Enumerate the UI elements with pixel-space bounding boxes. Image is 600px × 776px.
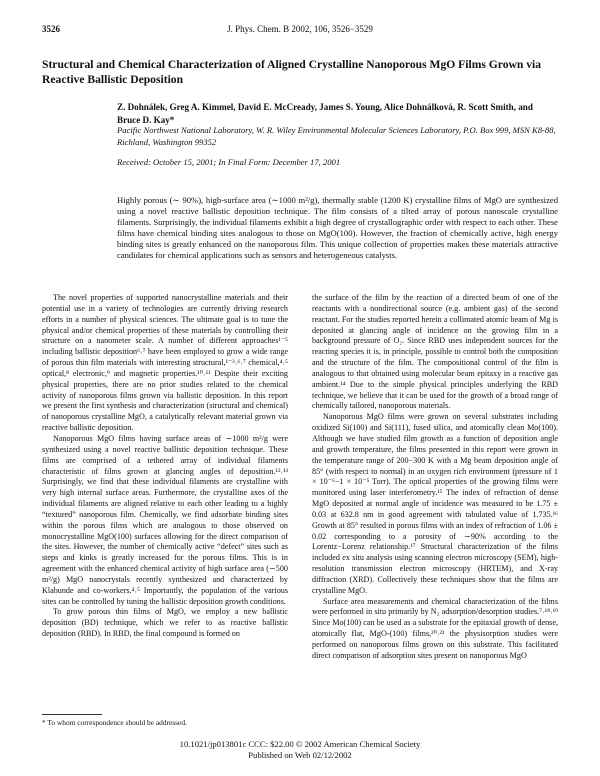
running-header: [42, 24, 558, 36]
page-footer: [0, 739, 600, 760]
body-column-left: [42, 293, 288, 640]
received-dates: Received: October 15, 2001; In Final Form: December 17, 2001: [117, 157, 341, 167]
doi-line: 10.1021/jp013801c CCC: $22.00 © 2002 American Chemical Society: [179, 739, 421, 749]
paragraph: Nanoporous MgO films were grown on several substrates including oxidized Si(100) and Si(111), fused silica, and atomically clean Mo(100). Although we have studied film growth as a function of deposition angle and growth temperature, the films presented in this report were grown in the temperature range of 200−300 K with a Mg beam deposition angle of 85° (with respect to normal) in an oxygen rich environment (pressure of 1 × 10⁻⁶−1 × 10⁻⁵ Torr). The optical properties of the growing films were monitored using laser interferometry.¹⁵ The index of refraction of dense MgO deposited at normal angle of incidence was measured to be 1.75 ± 0.03 at 632.8 nm in good agreement with tabulated value of 1.735.¹⁶ Growth at 85° resulted in porous films with an index of refraction of 1.06 ± 0.02 corresponding to a porosity of ∼90% according to the Lorentz−Lorenz relationship.¹⁷ Structural characterization of the films included ex situ analysis using scanning electron microscopy (SEM), high-resolution transmission electron microscopy (HRTEM), and X-ray diffraction (XRD). Collectively these techniques show that the films are crystalline MgO.: [312, 412, 558, 595]
published-date: Published on Web 02/12/2002: [248, 749, 352, 760]
article-title: Structural and Chemical Characterization of Aligned Crystalline Nanoporous MgO Films Grown via Reactive Ballistic Deposition: [42, 58, 542, 86]
paragraph: To grow porous thin films of MgO, we employ a new ballistic deposition (BD) technique, which we refer to as reactive ballistic deposition (RBD). In RBD, the final compound is formed on: [42, 607, 288, 639]
paragraph: Surface area measurements and chemical characterization of the films were performed in situ primarily by N₂ adsorption/desorption studies.⁷˒¹⁸˒¹⁹ Since Mo(100) can be used as a substrate for the epitaxial growth of dense, atomically flat, MgO-(100) films,²⁰˒²¹ the physisorption studies were performed on nanoporous films grown on this substrate. This facilitated direct comparison of adsorption sites present on nanoporous MgO: [312, 596, 558, 660]
paragraph: The novel properties of supported nanocrystalline materials and their potential use in a variety of technologies are currently driving research efforts in a number of physical sciences. The ultimate goal is to tune the physical and/or chemical properties of these materials by controlling their structure on a nanometer scale. A number of different approaches¹⁻⁵ including ballistic deposition⁶˒⁷ have been employed to grow a wide range of porous thin film materials with interesting structural,¹⁻³˒⁶˒⁷ chemical,⁴˒⁵ optical,⁸ electronic,⁹ and magnetic properties.¹⁰˒¹¹ Despite their exciting physical properties, there are no prior studies related to the chemical activity of nanoporous films grown via ballistic deposition. In this report we present the first synthesis and characterization (structural and chemical) of nanoporous crystalline MgO, a catalytically relevant material grown via reactive ballistic deposition.: [42, 293, 288, 433]
affiliation: Pacific Northwest National Laboratory, W. R. Wiley Environmental Molecular Sciences Laboratory, P.O. Box 999, MSN K8-88, Richland, Washington 99352: [117, 125, 556, 147]
correspondence-footnote: * To whom correspondence should be addressed.: [42, 718, 187, 727]
paragraph: Nanoporous MgO films having surface areas of ∼1000 m²/g were synthesized using a novel reactive ballistic deposition technique. These films are comprised of a tethered array of individual filaments characteristic of films grown at glancing angles of deposition.¹²˒¹³ Surprisingly, we find that these individual filaments are crystalline with very high internal surface areas. Furthermore, the crystalline axes of the individual filaments are aligned relative to each other leading to a highly “textured” nanoporous film. Chemically, we find adsorbate binding sites within the porous films which are analogous to those observed on monocrystalline MgO(100) surfaces allowing for the direct comparison of the sites. However, the number of chemically active “defect” sites such as steps and kinks is greatly increased for the porous films. This is in agreement with the enhanced chemical activity of high surface area (∼500 m²/g) MgO nanocrystals recently synthesized and characterized by Klabunde and co-workers.⁴˒⁵ Importantly, the population of the various sites can be controlled by tuning the ballistic deposition growth conditions.: [42, 433, 288, 606]
paragraph: the surface of the film by the reaction of a directed beam of one of the reactants with a nondirectional source (e.g. ambient gas) of the second reactant. For the studies reported herein a collimated atomic beam of Mg is deposited at glancing angle of incidence on the growing film in a background pressure of O₂. Since RBD uses independent sources for the reacting species it is, in principle, possible to control both the composition and the structure of the film. The compositional control of the film is analogous to that obtained using molecular beam epitaxy in a reactive gas ambient.¹⁴ Due to the simple physical principles underlying the RBD technique, we believe that it can be used for the growth of a broad range of chemically tailored, nanoporous materials.: [312, 293, 558, 411]
page-number: 3526: [42, 24, 60, 34]
author-list: Z. Dohnálek, Greg A. Kimmel, David E. McCready, James S. Young, Alice Dohnálková, R. Scott Smith, and Bruce D. Kay*: [117, 102, 533, 125]
body-column-right: [312, 293, 558, 662]
footnote-rule: [42, 714, 102, 715]
abstract: Highly porous (∼ 90%), high-surface area (∼1000 m²/g), thermally stable (1200 K) crystalline films of MgO are synthesized using a novel reactive ballistic deposition technique. The film consists of a tilted array of porous nanoscale crystalline filaments. Surprisingly, the individual filaments exhibit a high degree of crystallographic order with respect to each other. These films have chemical binding sites analogous to those on MgO(100). However, the fraction of chemically active, high energy binding sites is greatly enhanced on the nanoporous film. This unique collection of properties makes these materials attractive candidates for chemical applications such as sensors and heterogeneous catalysts.: [117, 195, 558, 261]
journal-citation: J. Phys. Chem. B 2002, 106, 3526−3529: [227, 24, 373, 34]
